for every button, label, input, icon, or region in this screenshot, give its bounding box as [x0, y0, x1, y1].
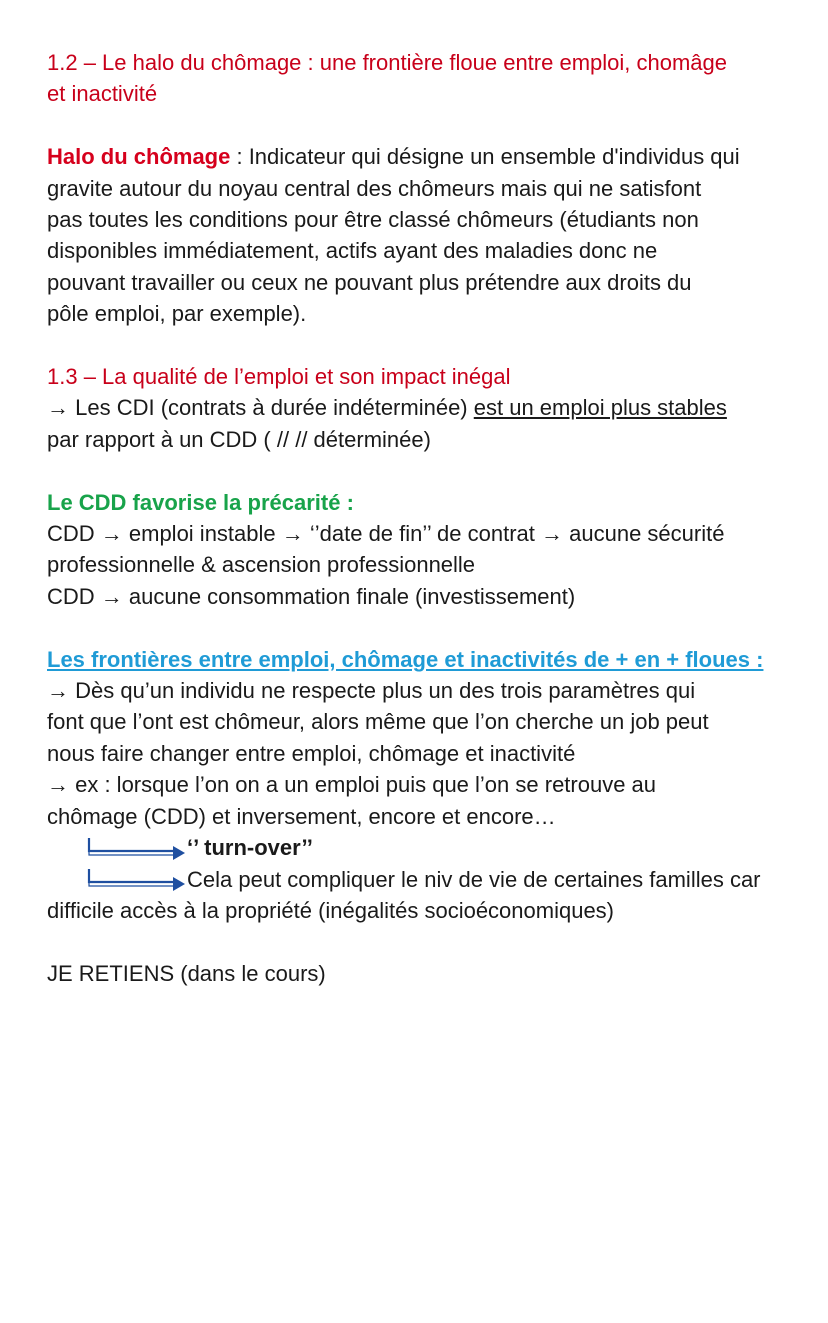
- frontieres-line6: difficile accès à la propriété (inégalités socioéconomiques): [47, 897, 615, 923]
- halo-definition-line4: disponibles immédiatement, actifs ayant des maladies donc ne: [47, 238, 658, 264]
- section-1-3: [47, 361, 792, 455]
- consequence-branch: [47, 864, 792, 895]
- cdd-section: [47, 487, 792, 613]
- halo-definition-line5: pouvant travailler ou ceux ne pouvant plus prétendre aux droits du: [47, 269, 692, 295]
- frontieres-section: [47, 644, 792, 927]
- elbow-arrow-icon: [85, 867, 187, 891]
- consequence-text: Cela peut compliquer le niv de vie de certaines familles car: [187, 866, 761, 892]
- cdd-line1: CDD → emploi instable → ‘’date de fin’’ de contrat → aucune sécurité: [47, 521, 725, 547]
- frontieres-line4: → ex : lorsque l’on on a un emploi puis que l’on se retrouve au: [47, 772, 657, 798]
- document-page: [47, 47, 792, 989]
- frontieres-line1: → Dès qu’un individu ne respecte plus un des trois paramètres qui: [47, 678, 696, 704]
- frontieres-line2: font que l’ont est chômeur, alors même que l’on cherche un job peut: [47, 709, 709, 735]
- halo-line1-text: : Indicateur qui désigne un ensemble d'individus qui: [230, 144, 740, 170]
- frontieres-line5: chômage (CDD) et inversement, encore et encore…: [47, 803, 556, 829]
- turnover-label: ‘’ turn-over’’: [187, 835, 313, 861]
- turnover-branch: [47, 832, 792, 863]
- frontieres-heading: Les frontières entre emploi, chômage et inactivités de + en + floues :: [47, 646, 764, 672]
- frontieres-line3: nous faire changer entre emploi, chômage et inactivité: [47, 740, 576, 766]
- section-1-2-title-line1: 1.2 – Le halo du chômage : une frontière floue entre emploi, chomâge: [47, 50, 728, 75]
- halo-term: Halo du chômage: [47, 144, 231, 170]
- halo-definition-line2: gravite autour du noyau central des chômeurs mais qui ne satisfont: [47, 175, 702, 201]
- halo-definition-line3: pas toutes les conditions pour être classé chômeurs (étudiants non: [47, 207, 699, 233]
- cdi-text: → Les CDI (contrats à durée indéterminée): [47, 395, 474, 421]
- cdd-line2: professionnelle & ascension professionnelle: [47, 552, 476, 578]
- cdd-line3: CDD → aucune consommation finale (investissement): [47, 583, 576, 609]
- elbow-arrow-icon: [85, 836, 187, 860]
- section-1-3-line2: par rapport à un CDD ( // // déterminée): [47, 426, 431, 452]
- cdi-underlined-text: est un emploi plus stables: [473, 395, 727, 421]
- halo-definition-line6: pôle emploi, par exemple).: [47, 301, 307, 327]
- halo-definition-line1: [47, 141, 792, 172]
- section-1-3-line1: [47, 392, 792, 423]
- section-1-2-title-line2: et inactivité: [47, 81, 158, 107]
- section-1-2-title: [47, 47, 792, 110]
- section-1-3-title: 1.3 – La qualité de l’emploi et son impact inégal: [47, 364, 511, 390]
- je-retiens: JE RETIENS (dans le cours): [47, 960, 326, 986]
- halo-definition: [47, 141, 792, 329]
- cdd-heading: Le CDD favorise la précarité :: [47, 489, 354, 515]
